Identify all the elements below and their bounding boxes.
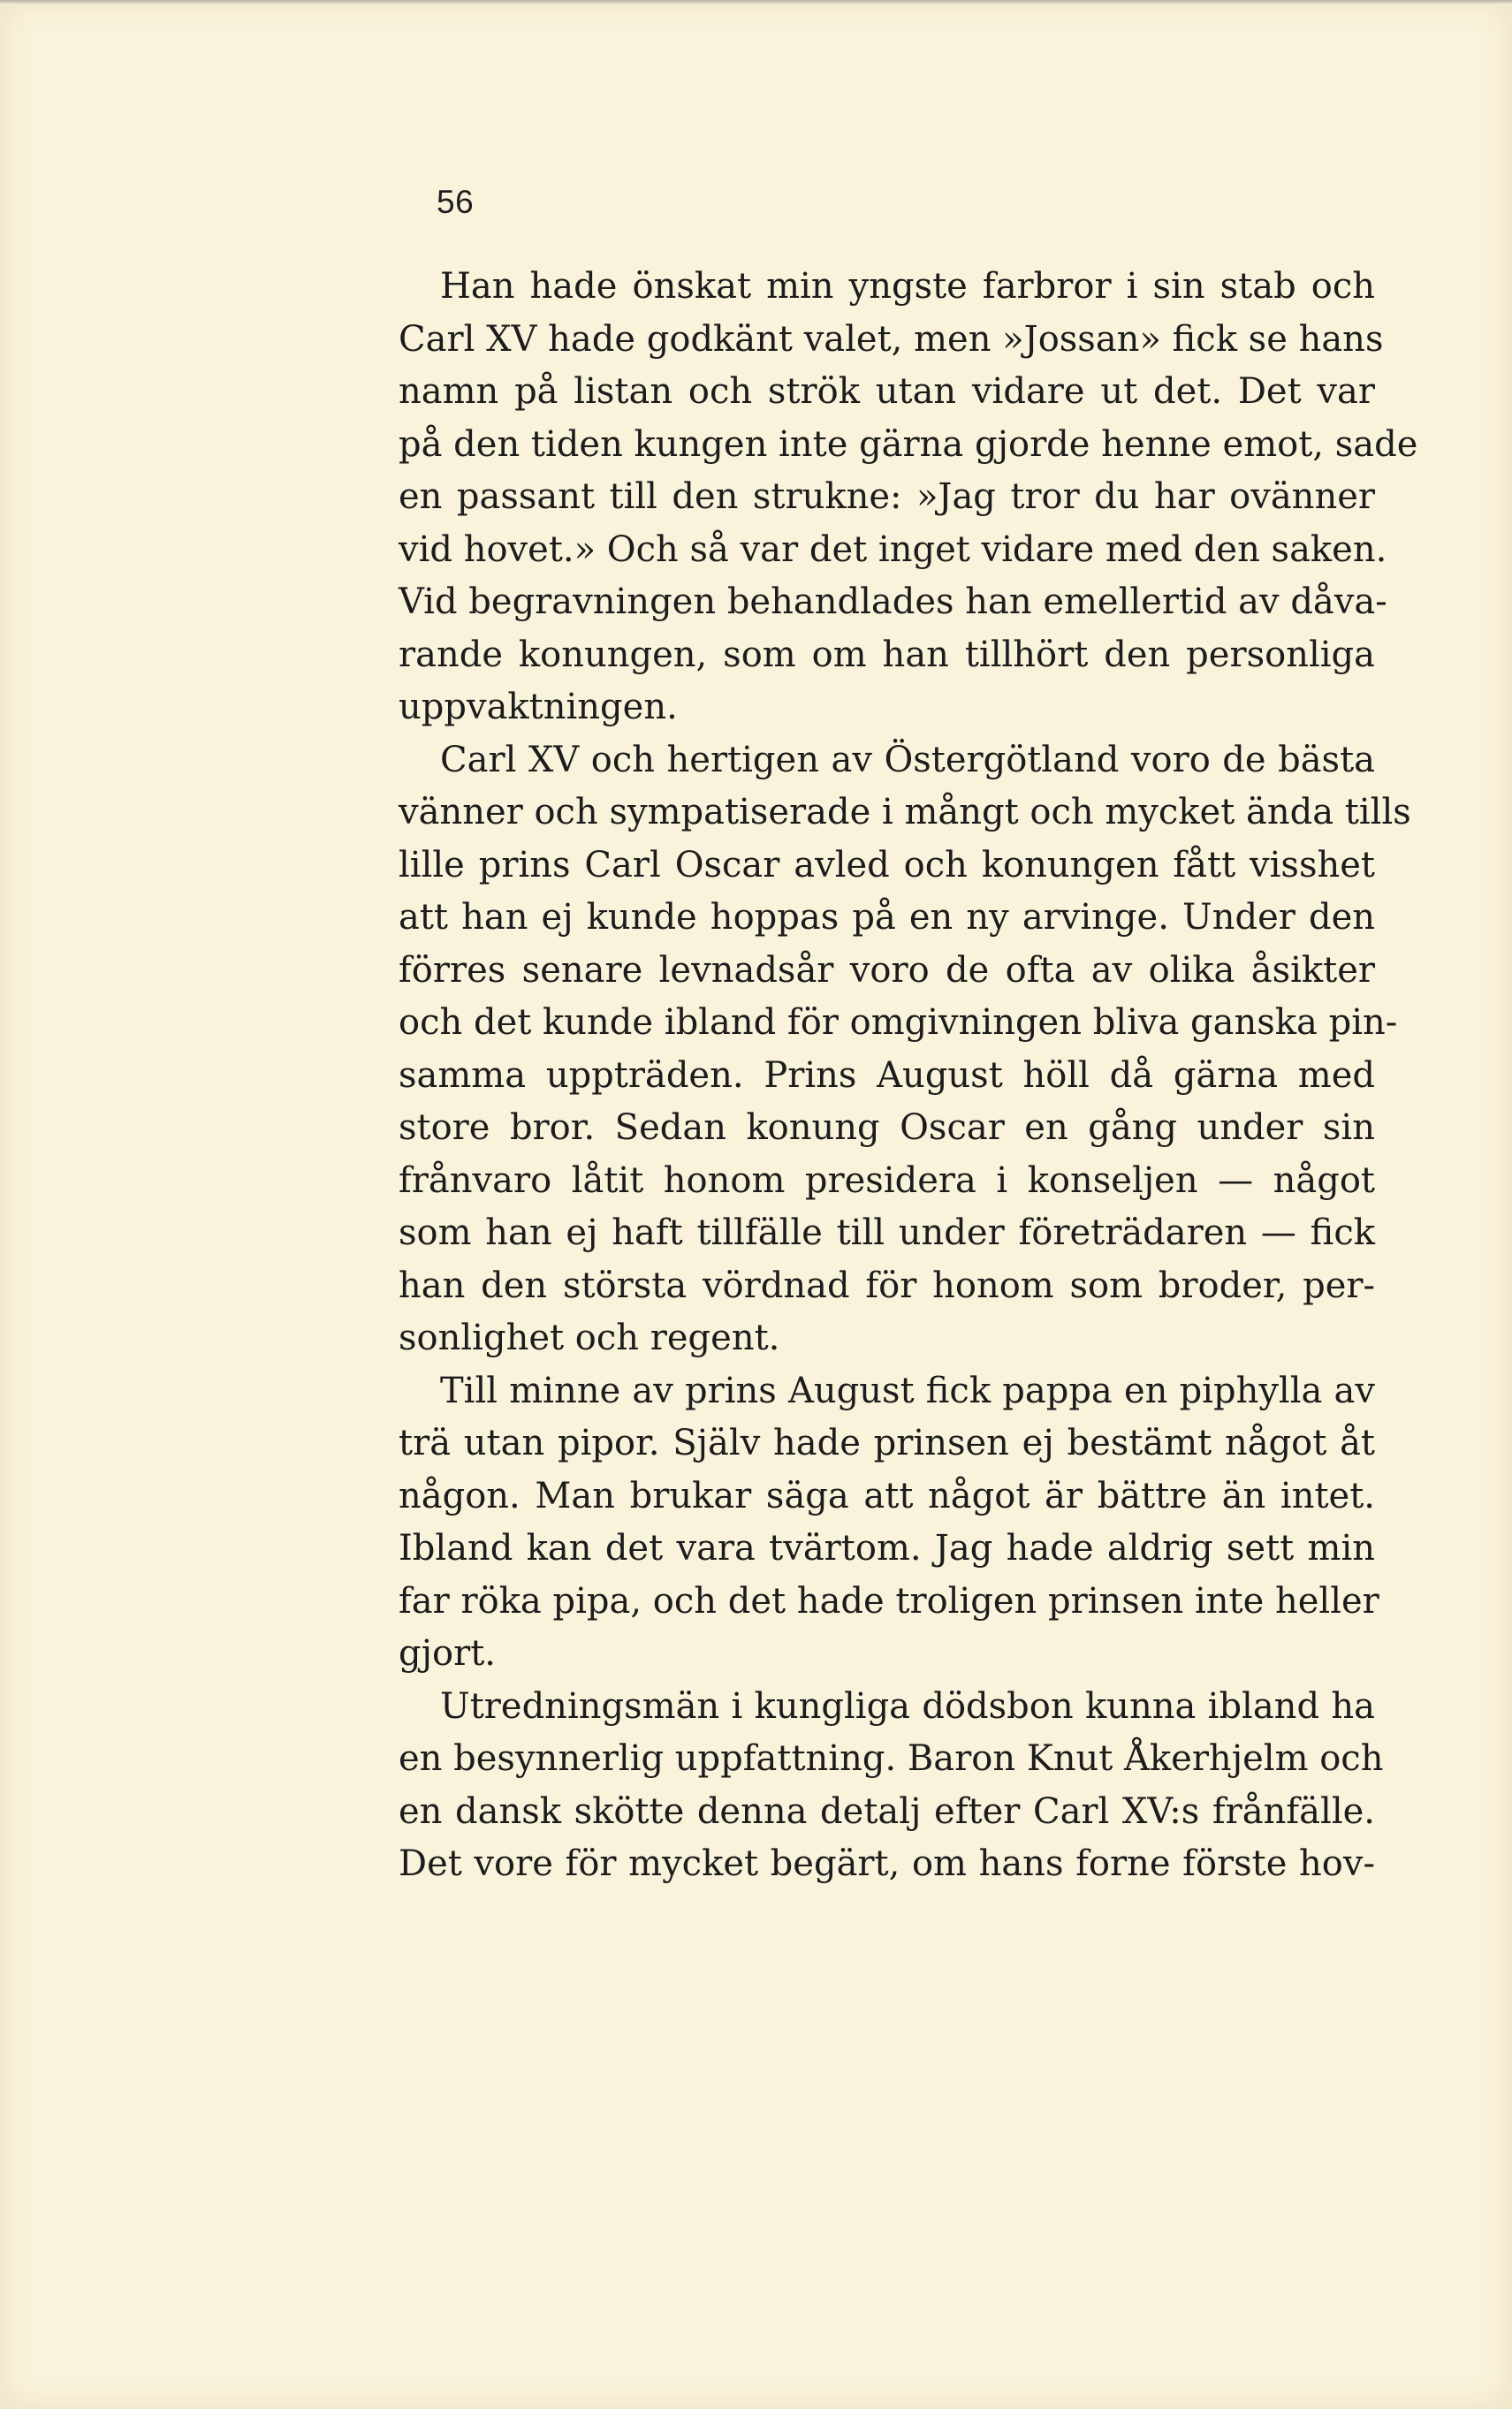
text-line: store bror. Sedan konung Oscar en gång under sin (399, 1107, 1375, 1148)
text-line: trä utan pipor. Själv hade prinsen ej bestämt något åt (399, 1423, 1375, 1463)
text-line: en dansk skötte denna detalj efter Carl XV:s frånfälle. (399, 1790, 1375, 1832)
text-line: Det vore för mycket begärt, om hans forne förste hov- (399, 1843, 1375, 1884)
text-line: samma uppträden. Prins August höll då gärna med (399, 1054, 1375, 1096)
text-line: en passant till den strukne: »Jag tror du har ovänner (399, 476, 1375, 517)
text-line: lille prins Carl Oscar avled och konungen fått visshet (399, 844, 1375, 885)
text-line: Till minne av prins August fick pappa en piphylla av (440, 1370, 1375, 1411)
page-number: 56 (437, 184, 475, 220)
text-line: vänner och sympatiserade i mångt och mycket ända tills (399, 792, 1411, 832)
text-line: han den största vördnad för honom som broder, per- (399, 1265, 1375, 1306)
text-line: sonlighet och regent. (399, 1318, 780, 1358)
text-line: Ibland kan det vara tvärtom. Jag hade aldrig sett min (399, 1528, 1375, 1569)
text-line: vid hovet.» Och så var det inget vidare med den saken. (399, 528, 1387, 570)
text-line: far röka pipa, och det hade troligen prinsen inte heller (399, 1580, 1379, 1622)
text-line: förres senare levnadsår voro de ofta av olika åsikter (399, 949, 1375, 991)
text-line: uppvaktningen. (399, 687, 678, 727)
text-line: någon. Man brukar säga att något är bättre än intet. (399, 1475, 1375, 1516)
text-line: Carl XV och hertigen av Östergötland voro de bästa (440, 739, 1375, 780)
page-top-edge (0, 0, 1512, 5)
text-line: Utredningsmän i kungliga dödsbon kunna ibland ha (440, 1685, 1375, 1727)
text-line: som han ej haft tillfälle till under företrädaren — fick (399, 1212, 1375, 1253)
text-line: gjort. (399, 1633, 496, 1674)
text-line: en besynnerlig uppfattning. Baron Knut Åkerhjelm och (399, 1738, 1384, 1779)
text-line: Carl XV hade godkänt valet, men »Jossan» fick se hans (399, 318, 1384, 360)
body-text (399, 261, 1418, 1891)
text-line: frånvaro låtit honom presidera i konseljen — något (399, 1159, 1375, 1201)
text-line: på den tiden kungen inte gärna gjorde henne emot, sade (399, 423, 1418, 465)
text-line: och det kunde ibland för omgivningen bliva ganska pin- (399, 1002, 1398, 1043)
text-line: att han ej kunde hoppas på en ny arvinge. Under den (399, 897, 1375, 938)
text-line: Vid begravningen behandlades han emellertid av dåva- (399, 581, 1387, 622)
text-line: namn på listan och strök utan vidare ut det. Det var (399, 371, 1375, 412)
text-line: rande konungen, som om han tillhört den personliga (399, 634, 1375, 675)
text-line: Han hade önskat min yngste farbror i sin stab och (440, 266, 1375, 307)
